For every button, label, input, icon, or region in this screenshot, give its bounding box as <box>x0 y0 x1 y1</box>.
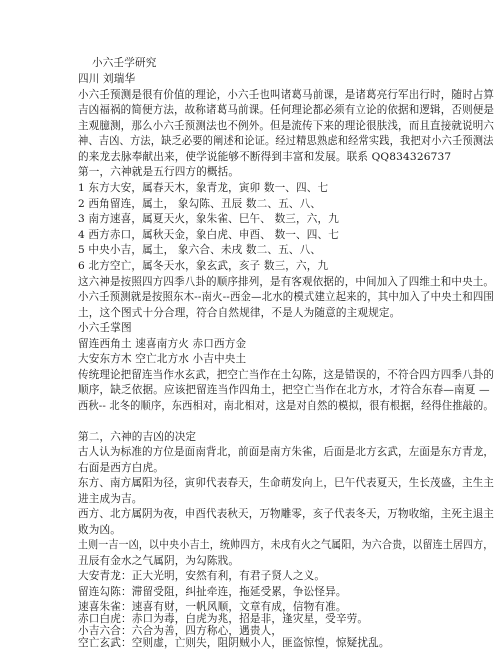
doc-line: 顺序，缺乏依据。应该把留连当作四角土，把空亡当作在北方水，才符合东春—南夏 — <box>78 384 490 396</box>
doc-line: 留连西角土 速喜南方火 赤口西方金 <box>78 338 247 350</box>
doc-line: 的来龙去脉奉献出来，使学说能够不断得到丰富和发展。联系 QQ834326737 <box>78 151 452 163</box>
doc-author: 四川 刘瑞华 <box>78 73 136 85</box>
section-heading: 小六壬掌图 <box>78 322 132 334</box>
doc-line: 古人认为标准的方位是面南背北，前面是南方朱雀，后面是北方玄武，左面是东方青龙， <box>78 446 495 458</box>
doc-line: 东方、南方属阳为径，寅卯代表春天，生命萌发向上，巳午代表夏天，生长茂盛，主生主 <box>78 477 495 489</box>
doc-line: 西方、北方属阴为夜，申酉代表秋天，万物雕零，亥子代表冬天，万物收缩，主死主退主 <box>78 508 495 520</box>
doc-line: 留连勾陈：滞留受阻，纠扯牵连，拖延受累，争讼怪异。 <box>78 586 347 598</box>
doc-line: 大安东方木 空亡北方水 小吉中央土 <box>78 353 247 365</box>
list-item: 2 西角留连，属土， 象勾陈、丑辰 数二、五、八、 <box>78 198 322 210</box>
section-heading: 第二，六神的吉凶的决定 <box>78 431 197 443</box>
list-item: 6 北方空亡，属冬天水，象玄武，亥子 数三，六，九 <box>78 260 329 272</box>
doc-line: 速喜朱雀：速喜有财，一帆风顺，文章有成，信物有准。 <box>78 601 347 613</box>
doc-line: 空亡玄武：空则虚，亡则失，阻阴贼小人，匪盗惊惶，惊疑扰乱。 <box>78 637 390 649</box>
doc-line: 这六神是按照四方四季八卦的顺序排列，是有客观依据的，中间加入了四维土和中央土。 <box>78 276 495 288</box>
doc-line: 赤口白虎：赤口为毒，白虎为兆，招是非，逢灾星，受辛劳。 <box>78 613 369 625</box>
doc-line: 主观臆测，那么小六壬预测法也不例外。但是流传下来的理论很肤浅，而且直接就说明六 <box>78 120 495 132</box>
list-item: 3 南方速喜，属夏天火，象朱雀、巳午、 数三，六，九 <box>78 213 340 225</box>
doc-line: 神、吉凶、方法，缺乏必要的阐述和论证。经过精思熟虑和经常实践，我把对小六壬预测法 <box>78 135 494 147</box>
doc-line: 土则一吉一凶，以中央小吉土，统帅四方，未戌有火之气属阳，为六合贵，以留连土居四方， <box>78 539 494 551</box>
list-item: 1 东方大安，属春天木，象青龙，寅卯 数一、四、七 <box>78 182 329 194</box>
list-item: 5 中央小吉，属土， 象六合、未戌 数二、五、八、 <box>78 244 322 256</box>
doc-line: 大安青龙：正大光明，安然有利，有君子贤人之义。 <box>78 570 326 582</box>
doc-line: 小六壬预测是很有价值的理论，小六壬也叫诸葛马前课，是诸葛亮行军出行时，随时占算 <box>78 89 495 101</box>
doc-line: 土，这个图式十分合理，符合自然规律，不是人为随意的主观规定。 <box>78 307 401 319</box>
list-item: 4 西方赤口，属秋天金，象白虎、申酉、 数一、四、七 <box>78 229 340 241</box>
doc-title: 小六壬学研究 <box>92 57 157 69</box>
doc-line: 右面是西方白虎。 <box>78 462 164 474</box>
doc-line: 败为凶。 <box>78 524 121 536</box>
doc-line: 传统理论把留连当作水玄武，把空亡当作在土勾陈，这是错误的，不符合四方四季八卦的 <box>78 369 495 381</box>
section-heading: 第一，六神就是五行四方的概括。 <box>78 166 240 178</box>
doc-line: 小六壬预测就是按照东木--南火--西金—北水的模式建立起来的，其中加入了中央土和四围 <box>78 291 494 303</box>
doc-line: 西秋-- 北冬的顺序，东西相对，南北相对，这是对自然的模拟，很有根据，经得住推敲的。 <box>78 400 494 412</box>
doc-line: 吉凶福祸的简便方法，故称诸葛马前课。任何理论都必须有立论的依据和逻辑，否则便是 <box>78 104 495 116</box>
doc-line: 进主成为吉。 <box>78 493 143 505</box>
doc-line: 丑辰有金水之气属阴，为勾陈戕。 <box>78 555 240 567</box>
doc-line: 小吉六合：六合为善，四方称心，遇贵人， <box>78 625 283 637</box>
